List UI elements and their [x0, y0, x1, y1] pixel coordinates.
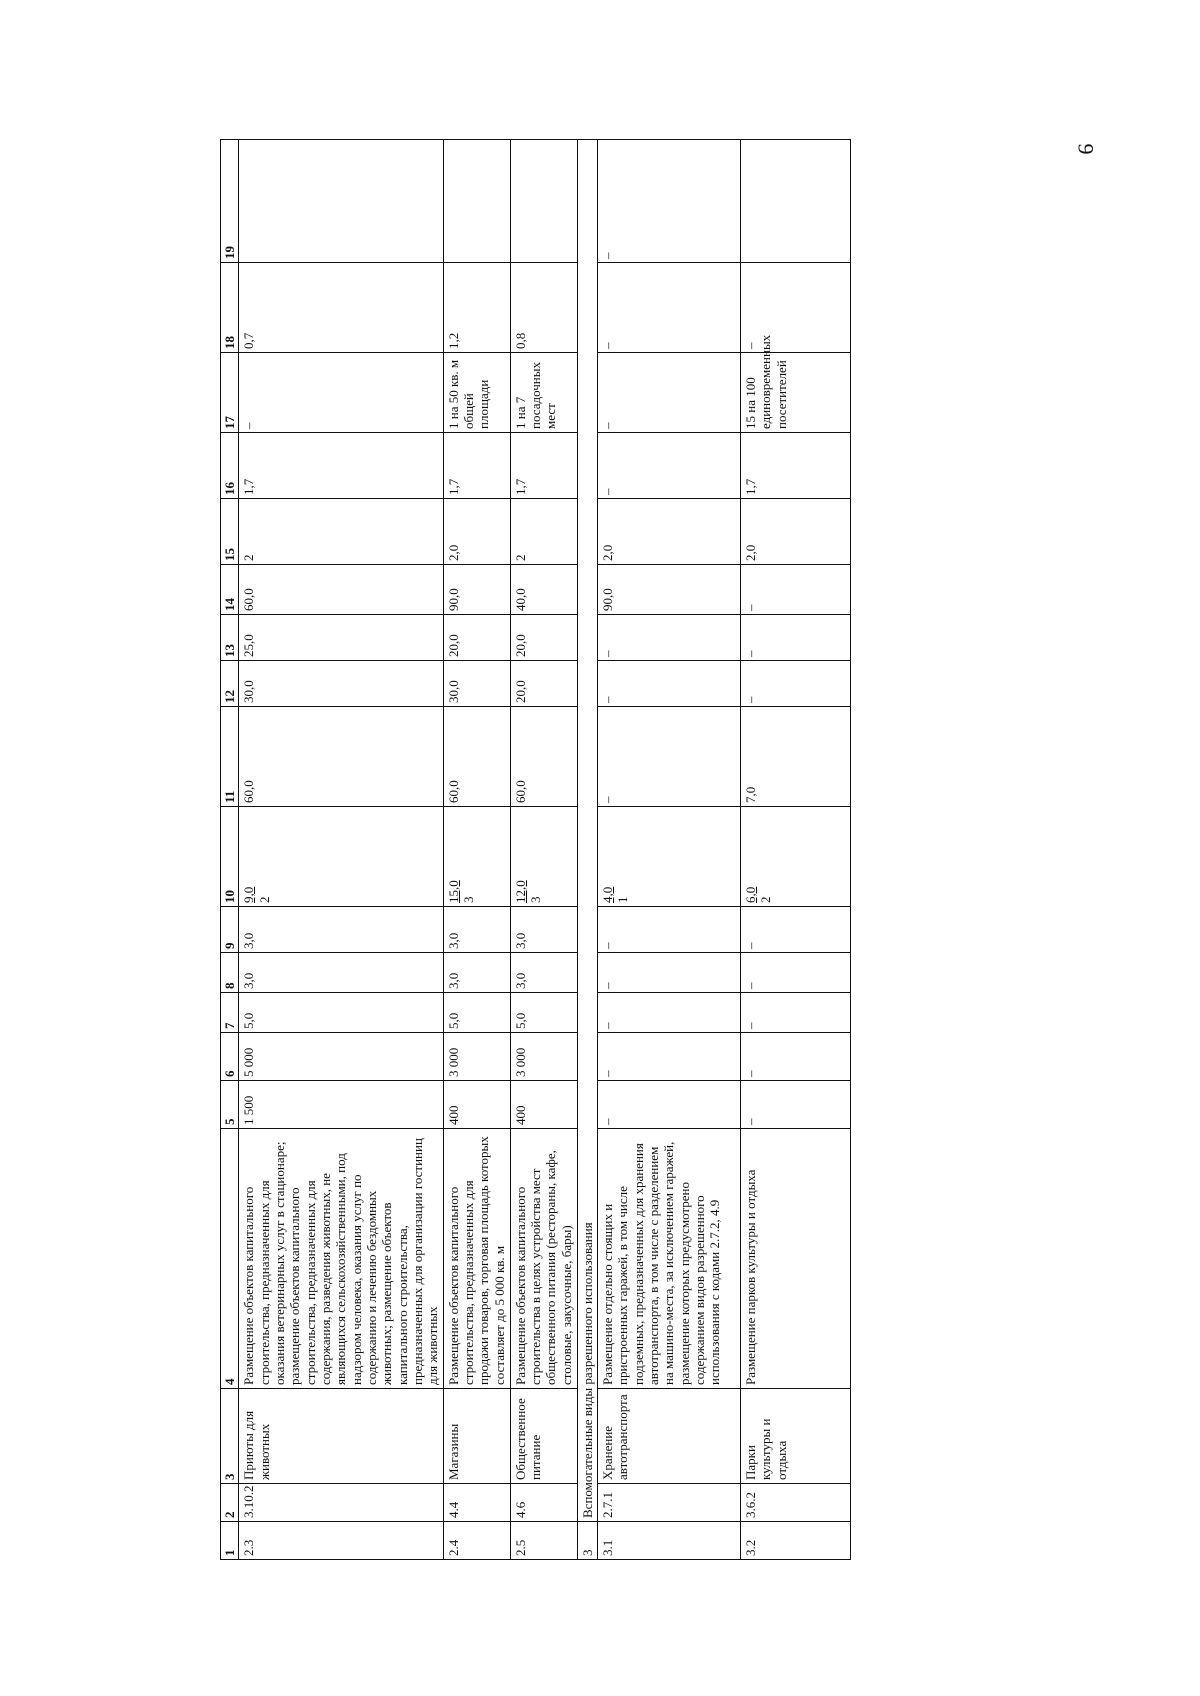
- cell-col6: 3 000: [443, 1033, 510, 1081]
- cell-col8: –: [740, 953, 850, 993]
- cell-col7: –: [740, 993, 850, 1033]
- header-cell: 16: [221, 433, 239, 499]
- row-number: 3.2: [740, 1522, 850, 1560]
- cell-col6: 3 000: [510, 1033, 577, 1081]
- height-value: 9,0: [241, 886, 257, 903]
- cell-col18: –: [597, 263, 740, 353]
- cell-col8: 3,0: [239, 953, 443, 993]
- cell-col19: [740, 140, 850, 263]
- cell-col18: –: [740, 263, 850, 353]
- cell-col12: 20,0: [510, 661, 577, 707]
- use-name: Приюты для животных: [239, 1389, 443, 1484]
- cell-col9: –: [740, 907, 850, 953]
- header-cell: 10: [221, 807, 239, 907]
- header-cell: 4: [221, 1129, 239, 1389]
- height-value: 4,0: [599, 886, 615, 903]
- cell-col10: [510, 807, 577, 907]
- cell-col16: 1,7: [510, 433, 577, 499]
- land-use-table: [220, 139, 851, 1560]
- cell-col8: –: [597, 953, 740, 993]
- header-cell: 12: [221, 661, 239, 707]
- header-cell: 3: [221, 1389, 239, 1484]
- row-number: 3.1: [597, 1522, 740, 1560]
- use-code: 4.6: [510, 1484, 577, 1522]
- section-number: 3: [577, 1522, 597, 1560]
- cell-col15: 2,0: [740, 499, 850, 565]
- table-row: [510, 140, 577, 1560]
- cell-col11: 60,0: [443, 707, 510, 807]
- use-code: 3.10.2: [239, 1484, 443, 1522]
- cell-col5: –: [597, 1081, 740, 1129]
- cell-col12: –: [597, 661, 740, 707]
- use-code: 3.6.2: [740, 1484, 850, 1522]
- use-name: Хранение автотранспорта: [597, 1389, 740, 1484]
- use-description: Размещение отдельно стоящих и пристроенных гаражей, в том числе подземных, предназначенных для хранения автотранспорта, в том числе с разделением на машино-места, за исключением гаражей, размещение которых предусмотрено содержанием видов разрешенного использования с кодами 2.7.2, 4.9: [597, 1129, 740, 1389]
- floors-value: 2: [256, 896, 272, 903]
- height-value: 12,0: [512, 880, 528, 903]
- row-number: 2.4: [443, 1522, 510, 1560]
- cell-col6: –: [597, 1033, 740, 1081]
- cell-col12: –: [740, 661, 850, 707]
- cell-col19: [443, 140, 510, 263]
- cell-col9: 3,0: [239, 907, 443, 953]
- row-number: 2.5: [510, 1522, 577, 1560]
- cell-col16: –: [597, 433, 740, 499]
- cell-col17: 1 на 50 кв. м общей площади: [443, 353, 510, 433]
- cell-col8: 3,0: [510, 953, 577, 993]
- cell-col18: 0,7: [239, 263, 443, 353]
- cell-col7: –: [597, 993, 740, 1033]
- use-description: Размещение объектов капитального строительства, предназначенных для оказания ветеринарных услуг в стационаре; размещение объектов капитального строительства, предназначенных для содержания, разведения животных, не являющихся сельскохозяйственными, под надзором человека, оказания услуг по содержанию и лечению бездомных животных; размещение объектов капитального строительства, предназначенных для организации гостиниц для животных: [239, 1129, 443, 1389]
- use-description: Размещение объектов капитального строительства, предназначенных для продажи товаров, торговая площадь которых составляет до 5 000 кв. м: [443, 1129, 510, 1389]
- cell-col10: [597, 807, 740, 907]
- header-cell: 9: [221, 907, 239, 953]
- cell-col10: [443, 807, 510, 907]
- header-cell: 18: [221, 263, 239, 353]
- table-row: [239, 140, 443, 1560]
- header-row: [221, 140, 239, 1560]
- cell-col5: –: [740, 1081, 850, 1129]
- cell-col19: [510, 140, 577, 263]
- floors-value: 3: [527, 896, 543, 903]
- rotated-table-container: [220, 140, 960, 1560]
- cell-col9: –: [597, 907, 740, 953]
- use-code: 2.7.1: [597, 1484, 740, 1522]
- cell-col14: 90,0: [443, 565, 510, 615]
- cell-col19: –: [597, 140, 740, 263]
- cell-col13: 20,0: [510, 615, 577, 661]
- header-cell: 8: [221, 953, 239, 993]
- header-cell: 5: [221, 1081, 239, 1129]
- section-title: Вспомогательные виды разрешенного использования: [577, 140, 597, 1522]
- header-cell: 2: [221, 1484, 239, 1522]
- header-cell: 19: [221, 140, 239, 263]
- cell-col11: 60,0: [239, 707, 443, 807]
- cell-col11: 7,0: [740, 707, 850, 807]
- header-cell: 14: [221, 565, 239, 615]
- cell-col17: –: [597, 353, 740, 433]
- cell-col10: [239, 807, 443, 907]
- header-cell: 17: [221, 353, 239, 433]
- cell-col15: 2,0: [443, 499, 510, 565]
- use-description: Размещение парков культуры и отдыха: [740, 1129, 850, 1389]
- floors-value: 3: [460, 896, 476, 903]
- cell-col14: 90,0: [597, 565, 740, 615]
- section-row: [577, 140, 597, 1560]
- cell-col17: –: [239, 353, 443, 433]
- cell-col16: 1,7: [740, 433, 850, 499]
- table-row: [597, 140, 740, 1560]
- cell-col14: –: [740, 565, 850, 615]
- row-number: 2.3: [239, 1522, 443, 1560]
- cell-col13: –: [740, 615, 850, 661]
- cell-col14: 60,0: [239, 565, 443, 615]
- header-cell: 13: [221, 615, 239, 661]
- use-code: 4.4: [443, 1484, 510, 1522]
- page-number: 9: [1073, 143, 1099, 155]
- cell-col8: 3,0: [443, 953, 510, 993]
- height-value: 15,0: [445, 880, 461, 903]
- header-cell: 6: [221, 1033, 239, 1081]
- cell-col5: 1 500: [239, 1081, 443, 1129]
- cell-col9: 3,0: [510, 907, 577, 953]
- cell-col7: 5,0: [239, 993, 443, 1033]
- cell-col17: 1 на 7 посадочных мест: [510, 353, 577, 433]
- cell-col17: 15 на 100 единовременных посетителей: [740, 353, 850, 433]
- floors-value: 1: [615, 896, 631, 903]
- cell-col16: 1,7: [239, 433, 443, 499]
- cell-col11: –: [597, 707, 740, 807]
- cell-col13: –: [597, 615, 740, 661]
- use-name: Общественное питание: [510, 1389, 577, 1484]
- cell-col16: 1,7: [443, 433, 510, 499]
- cell-col10: [740, 807, 850, 907]
- cell-col7: 5,0: [510, 993, 577, 1033]
- cell-col15: 2: [510, 499, 577, 565]
- header-cell: 15: [221, 499, 239, 565]
- cell-col12: 30,0: [443, 661, 510, 707]
- cell-col15: 2: [239, 499, 443, 565]
- cell-col14: 40,0: [510, 565, 577, 615]
- header-cell: 11: [221, 707, 239, 807]
- cell-col18: 0,8: [510, 263, 577, 353]
- header-cell: 1: [221, 1522, 239, 1560]
- cell-col12: 30,0: [239, 661, 443, 707]
- cell-col7: 5,0: [443, 993, 510, 1033]
- use-description: Размещение объектов капитального строительства в целях устройства мест общественного питания (рестораны, кафе, столовые, закусочные, бары): [510, 1129, 577, 1389]
- use-name: Магазины: [443, 1389, 510, 1484]
- use-name: Парки культуры и отдыха: [740, 1389, 850, 1484]
- cell-col5: 400: [443, 1081, 510, 1129]
- cell-col13: 25,0: [239, 615, 443, 661]
- cell-col19: [239, 140, 443, 263]
- table-row: [740, 140, 850, 1560]
- table-row: [443, 140, 510, 1560]
- floors-value: 2: [758, 896, 774, 903]
- cell-col15: 2,0: [597, 499, 740, 565]
- cell-col6: –: [740, 1033, 850, 1081]
- cell-col11: 60,0: [510, 707, 577, 807]
- cell-col6: 5 000: [239, 1033, 443, 1081]
- cell-col18: 1,2: [443, 263, 510, 353]
- height-value: 6,0: [742, 886, 758, 903]
- cell-col9: 3,0: [443, 907, 510, 953]
- cell-col13: 20,0: [443, 615, 510, 661]
- header-cell: 7: [221, 993, 239, 1033]
- cell-col5: 400: [510, 1081, 577, 1129]
